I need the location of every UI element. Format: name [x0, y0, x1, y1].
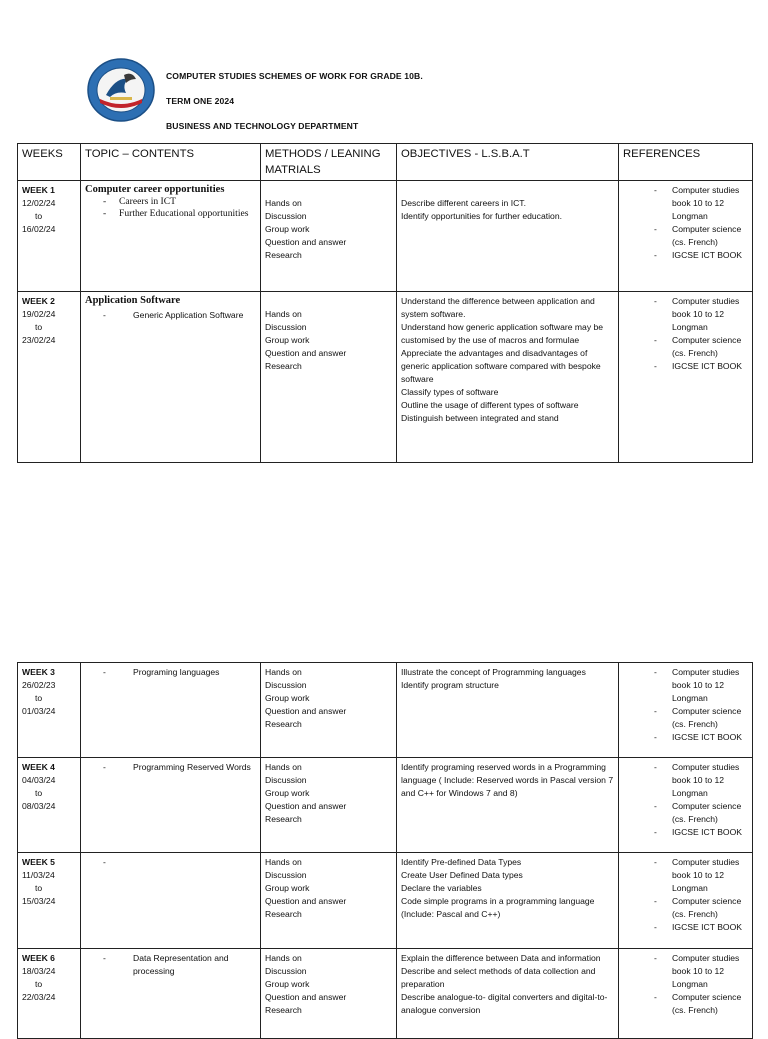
document-header	[0, 0, 768, 140]
week-start-date: 12/02/24	[22, 198, 56, 208]
reference-item: - Computer science (cs. French)	[623, 334, 748, 360]
week-cell	[18, 663, 81, 758]
method-item: Discussion	[265, 211, 307, 221]
topic-cell	[81, 181, 261, 292]
objectives-cell	[397, 949, 619, 1039]
method-item: Research	[265, 814, 302, 824]
references-cell	[619, 292, 753, 463]
method-item: Hands on	[265, 198, 302, 208]
table-row	[18, 181, 753, 292]
term-label: TERM ONE 2024	[166, 96, 235, 106]
week-start-date: 26/02/23	[22, 680, 56, 690]
method-item: Research	[265, 719, 302, 729]
week-to: to	[35, 211, 43, 221]
objective-item: Appreciate the advantages and disadvantages of generic application software compared with bespoke software	[401, 348, 601, 384]
objective-item: Outline the usage of different types of software	[401, 400, 579, 410]
methods-cell	[261, 663, 397, 758]
method-item: Question and answer	[265, 896, 347, 906]
reference-item: - IGCSE ICT BOOK	[623, 360, 748, 373]
reference-item: - IGCSE ICT BOOK	[623, 826, 748, 839]
topic-title: Application Software	[85, 295, 181, 306]
scheme-table-page2	[17, 662, 753, 1039]
method-item: Research	[265, 909, 302, 919]
week-label: WEEK 3	[22, 667, 55, 677]
method-item: Hands on	[265, 309, 302, 319]
topic-cell	[81, 758, 261, 853]
topic-item: - Further Educational opportunities	[85, 208, 256, 220]
table-row	[18, 663, 753, 758]
week-to: to	[35, 693, 43, 703]
objectives-cell	[397, 181, 619, 292]
table-header-row	[18, 144, 753, 181]
method-item: Group work	[265, 883, 310, 893]
objective-item: Identify program structure	[401, 680, 499, 690]
method-item: Discussion	[265, 322, 307, 332]
week-label: WEEK 6	[22, 953, 55, 963]
week-cell	[18, 181, 81, 292]
objective-item: Describe and select methods of data collection and preparation	[401, 966, 596, 989]
topic-item: - Data Representation and processing	[85, 952, 256, 978]
reference-item: - Computer studies book 10 to 12 Longman	[623, 952, 748, 991]
methods-cell	[261, 758, 397, 853]
reference-item: - IGCSE ICT BOOK	[623, 731, 748, 744]
method-item: Question and answer	[265, 801, 347, 811]
reference-item: - IGCSE ICT BOOK	[623, 921, 748, 934]
topic-cell	[81, 949, 261, 1039]
reference-item: - Computer studies book 10 to 12 Longman	[623, 856, 748, 895]
method-item: Hands on	[265, 953, 302, 963]
method-item: Research	[265, 1005, 302, 1015]
method-item: Question and answer	[265, 706, 347, 716]
week-end-date: 15/03/24	[22, 896, 56, 906]
week-to: to	[35, 883, 43, 893]
method-item: Hands on	[265, 762, 302, 772]
topic-item: - Generic Application Software	[85, 309, 256, 322]
topic-cell	[81, 292, 261, 463]
reference-item: - Computer science (cs. French)	[623, 991, 748, 1017]
table-row	[18, 758, 753, 853]
reference-item: - IGCSE ICT BOOK	[623, 249, 748, 262]
methods-cell	[261, 181, 397, 292]
column-header-topic: TOPIC – CONTENTS	[81, 144, 261, 181]
reference-item: - Computer studies book 10 to 12 Longman	[623, 666, 748, 705]
week-start-date: 19/02/24	[22, 309, 56, 319]
column-header-methods: METHODS / LEANING MATRIALS	[261, 144, 397, 181]
week-end-date: 08/03/24	[22, 801, 56, 811]
week-start-date: 04/03/24	[22, 775, 56, 785]
method-item: Question and answer	[265, 237, 347, 247]
department-label: BUSINESS AND TECHNOLOGY DEPARTMENT	[166, 121, 359, 131]
method-item: Research	[265, 250, 302, 260]
week-to: to	[35, 979, 43, 989]
topic-cell	[81, 853, 261, 949]
methods-cell	[261, 292, 397, 463]
topic-item: - Programming Reserved Words	[85, 761, 256, 774]
document-title: COMPUTER STUDIES SCHEMES OF WORK FOR GRADE 10B.	[166, 71, 423, 81]
topic-cell	[81, 663, 261, 758]
week-end-date: 16/02/24	[22, 224, 56, 234]
objective-item: Declare the variables	[401, 883, 482, 893]
table-row	[18, 292, 753, 463]
reference-item: - Computer science (cs. French)	[623, 800, 748, 826]
method-item: Group work	[265, 335, 310, 345]
objectives-cell	[397, 853, 619, 949]
objective-item: Identify programing reserved words in a Programming language ( Include: Reserved words in Pascal version 7 and C++ for Windows 7 and 8)	[401, 762, 614, 798]
objective-item: Identify Pre-defined Data Types	[401, 857, 522, 867]
table-row	[18, 949, 753, 1039]
method-item: Research	[265, 361, 302, 371]
week-label: WEEK 1	[22, 185, 55, 195]
column-header-weeks: WEEKS	[18, 144, 81, 181]
references-cell	[619, 853, 753, 949]
table-row	[18, 853, 753, 949]
topic-item: - Careers in ICT	[85, 196, 256, 208]
methods-cell	[261, 949, 397, 1039]
reference-item: - Computer science (cs. French)	[623, 705, 748, 731]
objectives-cell	[397, 758, 619, 853]
reference-item: - Computer studies book 10 to 12 Longman	[623, 761, 748, 800]
week-to: to	[35, 788, 43, 798]
week-end-date: 22/03/24	[22, 992, 56, 1002]
objective-item: Understand the difference between application and system software.	[401, 296, 595, 319]
column-header-objectives: OBJECTIVES - L.S.B.A.T	[397, 144, 619, 181]
week-cell	[18, 292, 81, 463]
column-header-references: REFERENCES	[619, 144, 753, 181]
objective-item: Identify opportunities for further education.	[401, 211, 562, 221]
method-item: Hands on	[265, 667, 302, 677]
reference-item: - Computer science (cs. French)	[623, 895, 748, 921]
objective-item: Describe different careers in ICT.	[401, 198, 526, 208]
method-item: Discussion	[265, 966, 307, 976]
reference-item: - Computer studies book 10 to 12 Longman	[623, 295, 748, 334]
references-cell	[619, 663, 753, 758]
topic-item: - Programing languages	[85, 666, 256, 679]
scheme-table-page1	[17, 143, 753, 463]
week-end-date: 23/02/24	[22, 335, 56, 345]
method-item: Discussion	[265, 680, 307, 690]
method-item: Discussion	[265, 775, 307, 785]
reference-item: - Computer studies book 10 to 12 Longman	[623, 184, 748, 223]
objective-item: Code simple programs in a programming language (Include: Pascal and C++)	[401, 896, 595, 919]
week-cell	[18, 853, 81, 949]
week-label: WEEK 2	[22, 296, 55, 306]
references-cell	[619, 758, 753, 853]
method-item: Hands on	[265, 857, 302, 867]
week-cell	[18, 949, 81, 1039]
objectives-cell	[397, 292, 619, 463]
method-item: Discussion	[265, 870, 307, 880]
objective-item: Understand how generic application software may be customised by the use of macros and formulae	[401, 322, 604, 345]
method-item: Group work	[265, 693, 310, 703]
objective-item: Distinguish between integrated and stand	[401, 413, 559, 423]
method-item: Group work	[265, 224, 310, 234]
methods-cell	[261, 853, 397, 949]
week-to: to	[35, 322, 43, 332]
week-cell	[18, 758, 81, 853]
reference-item: - Computer science (cs. French)	[623, 223, 748, 249]
objective-item: Explain the difference between Data and information	[401, 953, 601, 963]
objective-item: Classify types of software	[401, 387, 499, 397]
objective-item: Create User Defined Data types	[401, 870, 523, 880]
references-cell	[619, 949, 753, 1039]
method-item: Question and answer	[265, 992, 347, 1002]
method-item: Group work	[265, 788, 310, 798]
method-item: Question and answer	[265, 348, 347, 358]
references-cell	[619, 181, 753, 292]
objective-item: Illustrate the concept of Programming languages	[401, 667, 586, 677]
objectives-cell	[397, 663, 619, 758]
week-label: WEEK 5	[22, 857, 55, 867]
week-label: WEEK 4	[22, 762, 55, 772]
school-crest-logo	[86, 57, 156, 123]
topic-title: Computer career opportunities	[85, 184, 225, 195]
method-item: Group work	[265, 979, 310, 989]
week-end-date: 01/03/24	[22, 706, 56, 716]
week-start-date: 11/03/24	[22, 870, 55, 880]
week-start-date: 18/03/24	[22, 966, 56, 976]
objective-item: Describe analogue-to- digital converters and digital-to-analogue conversion	[401, 992, 608, 1015]
